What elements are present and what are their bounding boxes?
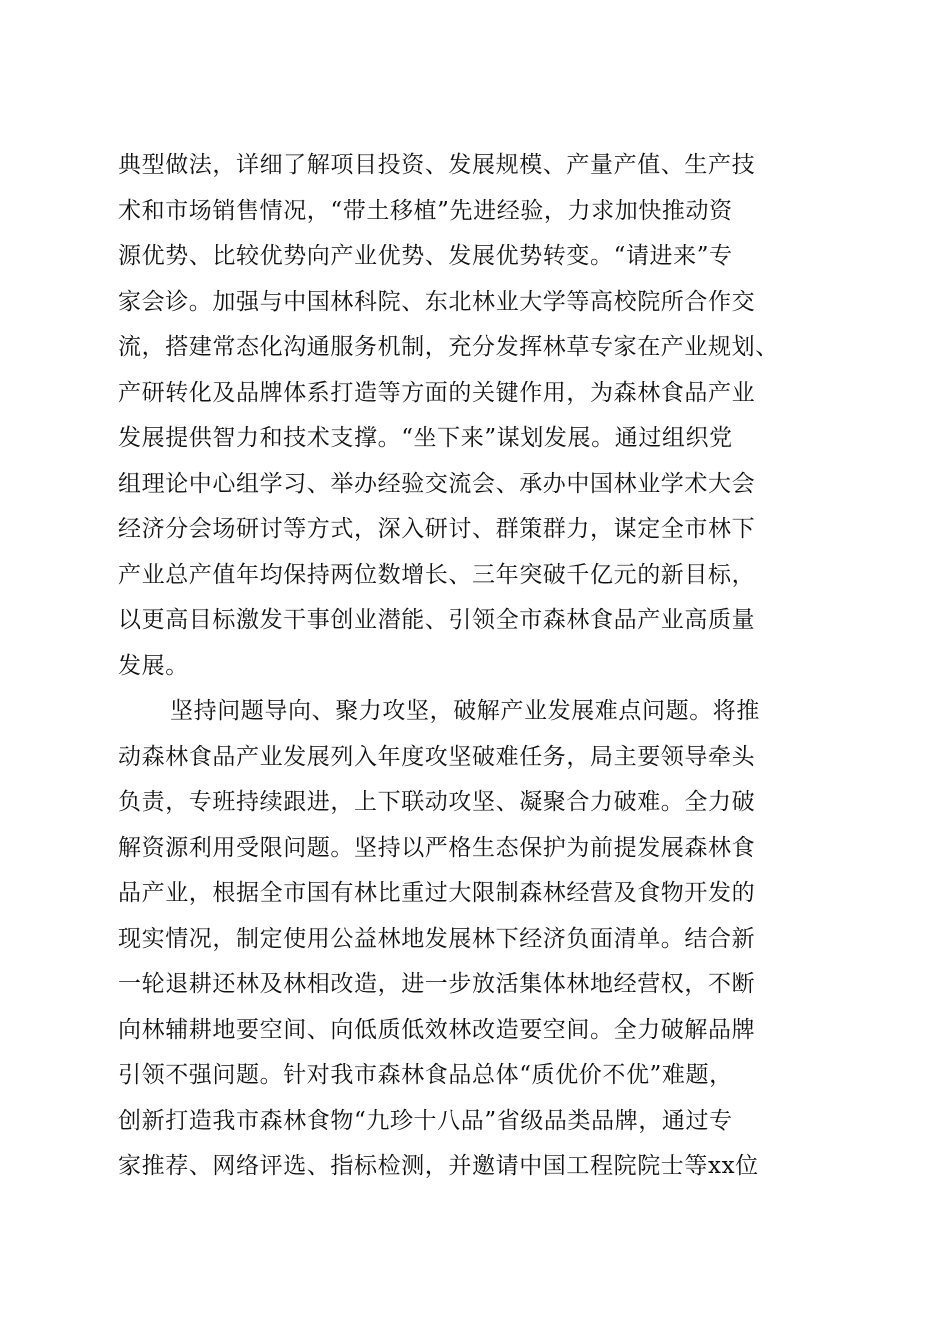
text-line: 流，搭建常态化沟通服务机制，充分发挥林草专家在产业规划、 — [118, 334, 779, 360]
text-line: 现实情况，制定使用公益林地发展林下经济负面清单。结合新 — [118, 925, 756, 952]
text-line: 以更高目标激发干事创业潜能、引领全市森林食品产业高质量 — [118, 607, 756, 633]
text-line: 创新打造我市森林食物“九珍十八品”省级品类品牌，通过专 — [118, 1107, 733, 1134]
text-line: 源优势、比较优势向产业优势、发展优势转变。“请进来”专 — [118, 243, 733, 269]
text-line: 动森林食品产业发展列入年度攻坚破难任务，局主要领导牵头 — [118, 743, 756, 770]
text-line: 引领不强问题。针对我市森林食品总体“质优价不优”难题， — [118, 1062, 733, 1088]
text-line: 产研转化及品牌体系打造等方面的关键作用，为森林食品产业 — [118, 379, 756, 406]
text-line: 产业总产值年均保持两位数增长、三年突破千亿元的新目标， — [118, 561, 756, 588]
text-line: 发展。 — [118, 652, 189, 679]
text-line: 品产业，根据全市国有林比重过大限制森林经营及食物开发的 — [118, 880, 756, 906]
paragraph-2 — [118, 689, 838, 1190]
text-line: 发展提供智力和技术支撑。“坐下来”谋划发展。通过组织党 — [118, 425, 733, 451]
text-line: 典型做法，详细了解项目投资、发展规模、产量产值、生产技 — [118, 152, 756, 178]
text-line: 家会诊。加强与中国林科院、东北林业大学等高校院所合作交 — [118, 288, 756, 315]
text-line: 术和市场销售情况，“带土移植”先进经验，力求加快推动资 — [118, 197, 733, 224]
text-line: 解资源利用受限问题。坚持以严格生态保护为前提发展森林食 — [118, 834, 756, 861]
text-line: 经济分会场研讨等方式，深入研讨、群策群力，谋定全市林下 — [118, 516, 756, 542]
text-line: 家推荐、网络评选、指标检测，并邀请中国工程院院士等xx位 — [118, 1153, 759, 1179]
body-text — [118, 143, 838, 1190]
text-line: 向林辅耕地要空间、向低质低效林改造要空间。全力破解品牌 — [118, 1016, 756, 1043]
text-line-indented: 坚持问题导向、聚力攻坚，破解产业发展难点问题。将推 — [170, 698, 760, 724]
text-line: 负责，专班持续跟进，上下联动攻坚、凝聚合力破难。全力破 — [118, 789, 756, 815]
text-line: 一轮退耕还林及林相改造，进一步放活集体林地经营权，不断 — [118, 971, 756, 997]
paragraph-1 — [118, 143, 838, 689]
text-line: 组理论中心组学习、举办经验交流会、承办中国林业学术大会 — [118, 470, 756, 497]
